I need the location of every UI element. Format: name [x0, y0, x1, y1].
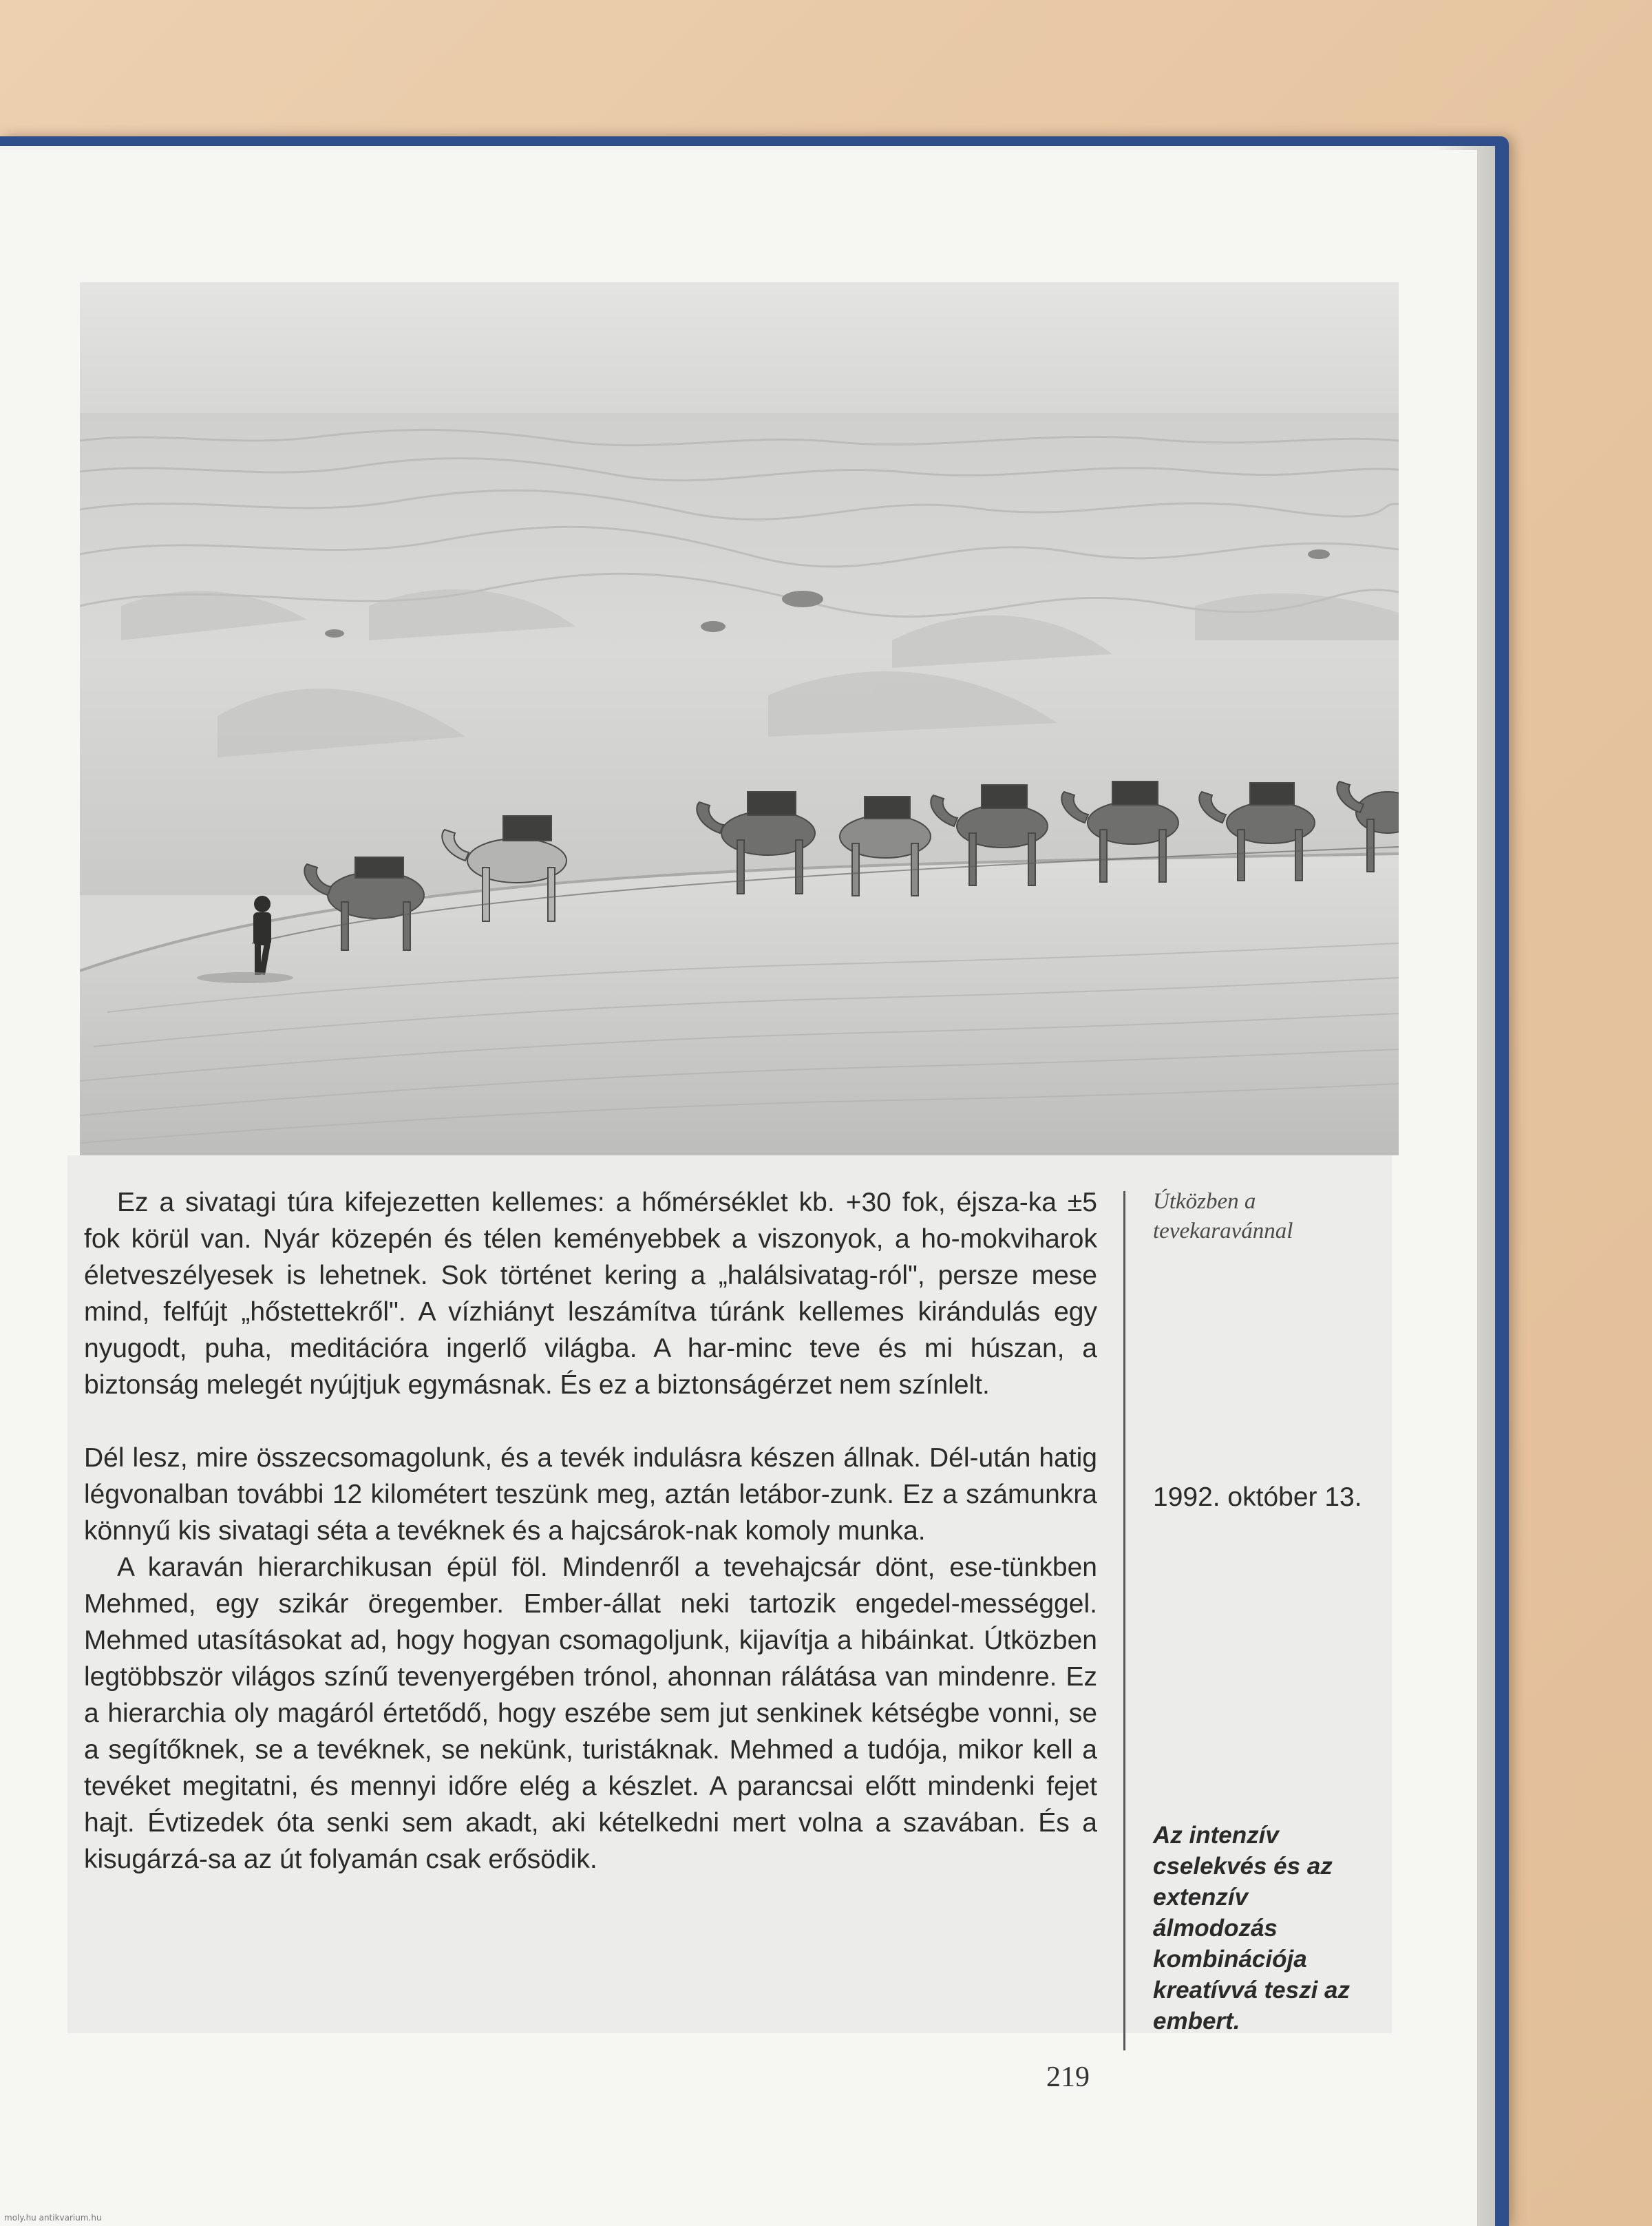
side-quote-line: extenzív — [1153, 1884, 1249, 1911]
paragraph-3: A karaván hierarchikusan épül föl. Mindenről a tevehajcsár dönt, ese-tünkben Mehmed, egy szikár öregember. Ember-állat neki tartozik engedel-mességgel. Mehmed utasításokat ad, hogy hogyan csomagoljunk, kijavítja a hibáinkat. Útközben legtöbbször világos színű tevenyergében trónol, ahonnan rálátása van mindenre. Ez a hierarchia oly magáról értetődő, hogy eszébe sem jut senkinek kétségbe vonni, se a segítőknek, se a tevéknek, se nekünk, turistáknak. Mehmed a tudója, mikor kell a tevéket megitatni, és mennyi időre elég a készlet. A parancsai előtt mindenki fejet hajt. Évtizedek óta senki sem akadt, aki kételkedni mert volna a szavában. És a kisugárzá-sa az út folyamán csak erősödik. — [84, 1553, 1097, 1874]
side-quote — [1153, 1820, 1390, 2037]
photo-caption: Útközben a tevekaravánnal — [1153, 1189, 1293, 1243]
side-quote-line: kreatívvá teszi az — [1153, 1977, 1351, 2004]
desert-caravan-photo — [80, 282, 1399, 1155]
paragraph-1: Ez a sivatagi túra kifejezetten kellemes: a hőmérséklet kb. +30 fok, éjsza-ka ±5 fok körül van. Nyár közepén és télen keményebbek a viszonyok, a ho-mokviharok életveszélyesek is lehetnek. Sok történet kering a „halálsivatag-ról", persze mese mind, felfújt „hőstettekről". A vízhiányt leszámítva túránk kellemes kirándulás egy nyugodt, puha, meditációra ingerlő világba. A har-minc teve és mi húszan, a biztonság melegét nyújtjuk egymásnak. És ez a biztonságérzet nem színlelt. — [84, 1188, 1097, 1400]
watermark: moly.hu antikvarium.hu — [4, 2213, 102, 2223]
column-divider — [1123, 1191, 1125, 2050]
side-quote-line: kombinációja — [1153, 1946, 1307, 1973]
body-text — [84, 1184, 1097, 1878]
side-date: 1992. október 13. — [1153, 1482, 1362, 1512]
side-quote-line: Az intenzív — [1153, 1822, 1279, 1849]
side-quote-line: cselekvés és az — [1153, 1853, 1333, 1880]
side-quote-line: álmodozás — [1153, 1915, 1278, 1942]
paragraph-2: Dél lesz, mire összecsomagolunk, és a tevék indulásra készen állnak. Dél-után hatig légvonalban további 12 kilométert teszünk meg, aztán letábor-zunk. Ez a számunkra könnyű kis sivatagi séta a tevéknek és a hajcsárok-nak komoly munka. — [84, 1443, 1097, 1546]
page-number: 219 — [1046, 2061, 1090, 2093]
side-quote-line: embert. — [1153, 2008, 1240, 2035]
